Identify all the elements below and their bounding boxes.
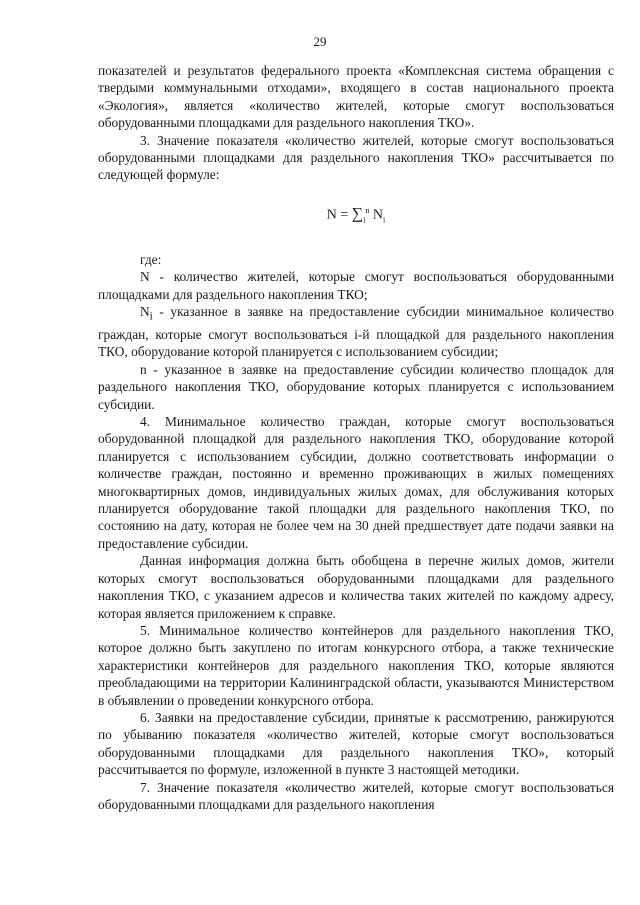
definition-Ni-text: - указанное в заявке на предоставление субсидии минимальное количество граждан, которые смогут воспользоваться i-й площадкой для раздельного накопления ТКО, оборудование которой планируется с использованием субсидии; [98,303,614,360]
definition-Ni-subscript: i [149,310,153,323]
page-number: 29 [313,34,327,49]
where-label: где: [140,251,162,267]
formula-sup: n [365,205,370,215]
formula-rhs-sub: i [383,215,386,225]
definition-Ni [98,303,614,361]
formula-sigma: ∑ [351,205,364,223]
document-body [98,62,614,813]
formula-lhs: N = [326,207,352,223]
paragraph-intro-continuation: показателей и результатов федерального проекта «Комплексная система обращения с твердыми коммунальными отходами», входящего в состав национального проекта «Экология», является «количество жителей, которые смогут воспользоваться оборудованными площадками для раздельного накопления ТКО». [98,63,614,131]
paragraph-4-continued: Данная информация должна быть обобщена в перечне жилых домов, жители которых смогут воспользоваться оборудованными площадками для раздельного накопления ТКО, с указанием адресов и количества таких жителей по каждому адресу, которая является приложением к справке. [98,553,614,621]
paragraph-3: 3. Значение показателя «количество жителей, которые смогут воспользоваться оборудованными площадками для раздельного накопления ТКО» рассчитывается по следующей формуле: [98,132,614,183]
paragraph-6: 6. Заявки на предоставление субсидии, принятые к рассмотрению, ранжируются по убыванию показателя «количество жителей, которые смогут воспользоваться оборудованными площадками для раздельного накопления ТКО», который рассчитывается по формуле, изложенной в пункте 3 настоящей методики. [98,709,614,778]
paragraph-5: 5. Минимальное количество контейнеров для раздельного накопления ТКО, которое должно быть закуплено по итогам конкурсного отбора, а также технические характеристики контейнеров для раздельного накопления ТКО, которые являются преобладающими на территории Калининградской области, указываются Министерством в объявлении о проведении конкурсного отбора. [98,622,614,708]
paragraph-7: 7. Значение показателя «количество жителей, которые смогут воспользоваться оборудованными площадками для раздельного накопления [98,779,614,812]
formula [98,202,614,229]
definition-N: N - количество жителей, которые смогут воспользоваться оборудованными площадками для раздельного накопления ТКО; [98,269,614,302]
paragraph-4: 4. Минимальное количество граждан, которые смогут воспользоваться оборудованной площадкой для раздельного накопления ТКО, оборудование которой планируется с использованием субсидии, должно соответствовать информации о количестве граждан, постоянно и временно проживающих в жилых помещениях многоквартирных домов, индивидуальных жилых домах, для обслуживания которых планируется оборудование такой площадки для раздельного накопления ТКО, по состоянию на дату, которая не более чем на 30 дней предшествует дате подачи заявки на предоставление субсидии. [98,414,614,551]
definition-n: n - указанное в заявке на предоставление субсидии количество площадок для раздельного накопления ТКО, оборудование которых планируется с использованием субсидии. [98,361,614,412]
definition-Ni-symbol: N [140,303,150,319]
formula-rhs: N [369,207,384,223]
formula-sub: i [363,215,366,225]
